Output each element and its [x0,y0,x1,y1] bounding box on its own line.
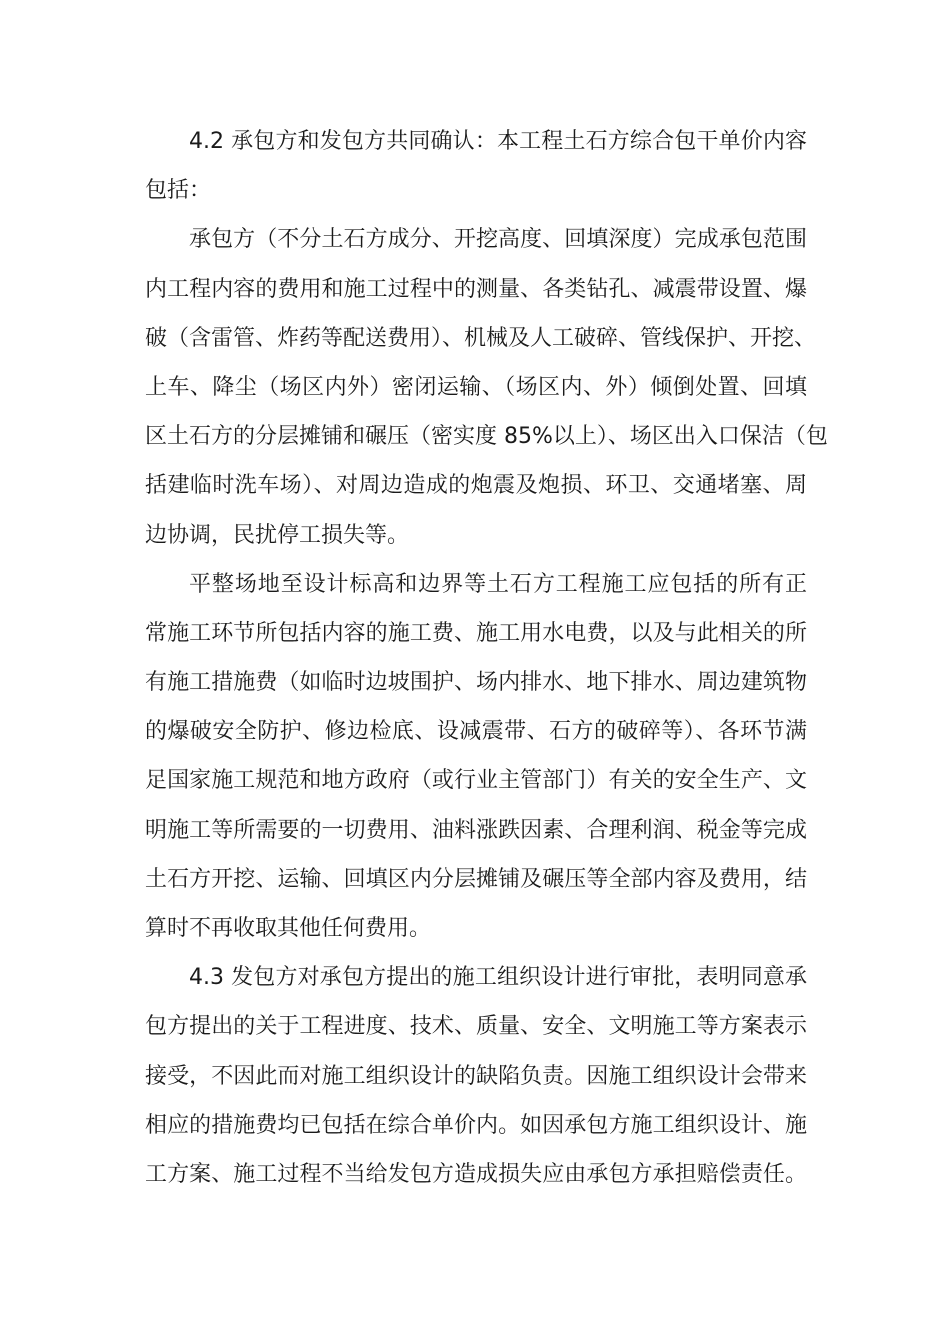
text-line: 破（含雷管、炸药等配送费用）、机械及人工破碎、管线保护、开挖、 [145,325,817,351]
text-line: 4.2 承包方和发包方共同确认：本工程土石方综合包干单价内容 [189,129,807,154]
text-line: 内工程内容的费用和施工过程中的测量、各类钻孔、减震带设置、爆 [145,276,807,302]
text-line: 常施工环节所包括内容的施工费、施工用水电费，以及与此相关的所 [145,620,807,646]
text-line: 的爆破安全防护、修边检底、设减震带、石方的破碎等）、各环节满 [145,719,807,745]
document-body [145,117,828,1199]
text-line: 足国家施工规范和地方政府（或行业主管部门）有关的安全生产、文 [145,768,807,794]
text-line: 平整场地至设计标高和边界等土石方工程施工应包括的所有正 [189,571,807,597]
paragraph-4-2 [145,117,807,215]
text-line: 有施工措施费（如临时边坡围护、场内排水、地下排水、周边建筑物 [145,670,807,696]
text-line: 边协调，民扰停工损失等。 [145,522,410,548]
text-line: 工方案、施工过程不当给发包方造成损失应由承包方承担赔偿责任。 [145,1161,807,1187]
text-line: 4.3 发包方对承包方提出的施工组织设计进行审批，表明同意承 [189,965,807,991]
paragraph-scope [145,215,828,559]
text-line: 相应的措施费均已包括在综合单价内。如因承包方施工组织设计、施 [145,1112,807,1138]
text-line: 括建临时洗车场）、对周边造成的炮震及炮损、环卫、交通堵塞、周 [145,473,807,499]
text-line: 承包方（不分土石方成分、开挖高度、回填深度）完成承包范围 [189,227,807,253]
text-line: 土石方开挖、运输、回填区内分层摊铺及碾压等全部内容及费用，结 [145,866,807,892]
text-line: 上车、降尘（场区内外）密闭运输、（场区内、外）倾倒处置、回填 [145,374,807,400]
text-line: 包方提出的关于工程进度、技术、质量、安全、文明施工等方案表示 [145,1014,807,1040]
text-line: 算时不再收取其他任何费用。 [145,916,432,941]
paragraph-4-3 [145,953,807,1199]
text-line: 明施工等所需要的一切费用、油料涨跌因素、合理利润、税金等完成 [145,817,807,843]
text-line: 接受，不因此而对施工组织设计的缺陷负责。因施工组织设计会带来 [145,1063,807,1089]
text-line: 包括： [145,178,212,204]
paragraph-leveling [145,560,807,954]
text-line: 区土石方的分层摊铺和碾压（密实度 85%以上）、场区出入口保洁（包 [145,424,828,450]
